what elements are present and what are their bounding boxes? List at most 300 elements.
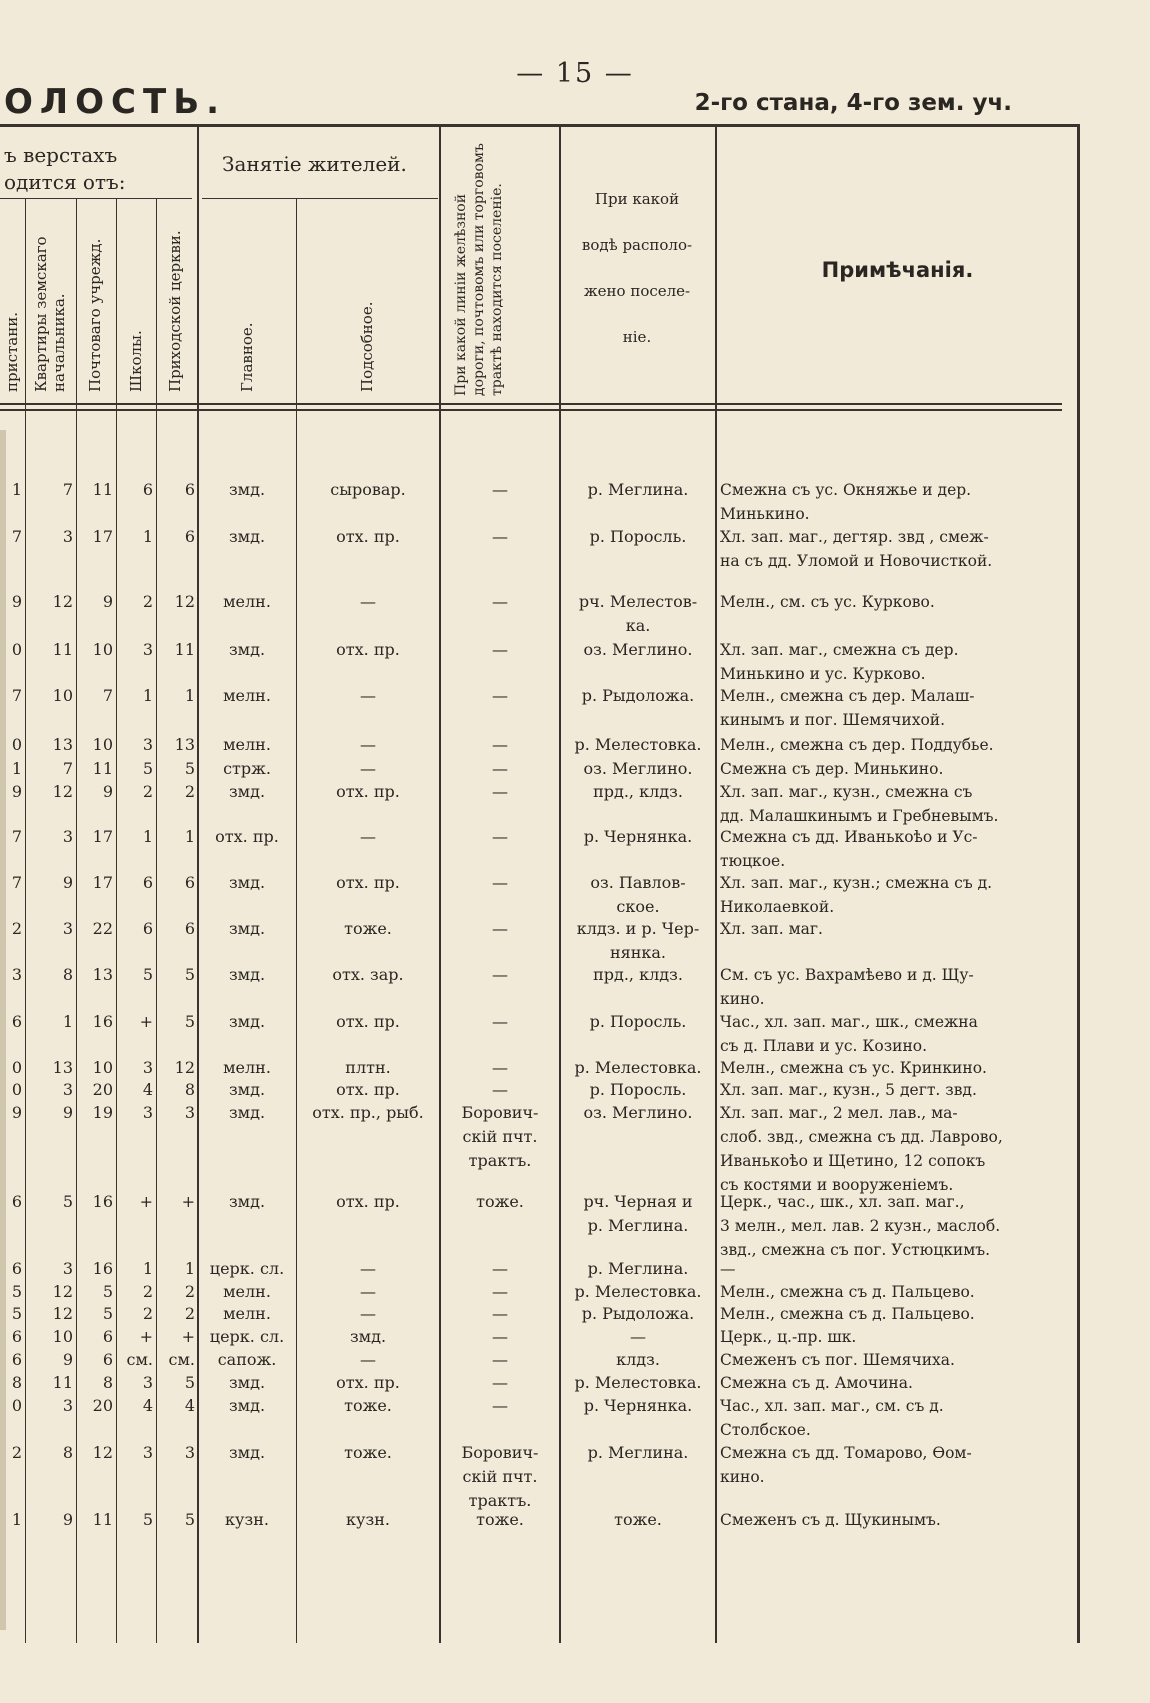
cell-zemsky-distance: 3 — [62, 827, 73, 846]
cell-occupation-main: змд. — [228, 1012, 266, 1031]
cell-notes: Столбское. — [720, 1421, 811, 1439]
cell-occupation-main: мелн. — [223, 1058, 271, 1077]
cell-road: — — [492, 1058, 508, 1077]
cell-post-distance: 10 — [92, 640, 113, 659]
cell-pier-distance: 0 — [11, 640, 22, 659]
cell-notes: Хл. зап. маг., смежна съ дер. — [720, 641, 959, 659]
cell-pier-distance: 1 — [11, 1510, 22, 1529]
col-header-road: При какой линіи желѣзной дороги, почтовомъ или торговомъ трактѣ находится поселеніе. — [453, 143, 505, 396]
cell-water: р. Рыдоложа. — [581, 1304, 695, 1323]
cell-zemsky-distance: 3 — [62, 919, 73, 938]
distance-group-header: ъ верстахъ — [4, 143, 118, 167]
cell-church-distance: 1 — [184, 1259, 195, 1278]
cell-zemsky-distance: 11 — [52, 1373, 73, 1392]
cell-road: — — [492, 686, 508, 705]
cell-notes: Смеженъ съ д. Щукинымъ. — [720, 1511, 941, 1529]
cell-water: р. Чернянка. — [583, 1396, 693, 1415]
cell-pier-distance: 7 — [11, 527, 22, 546]
cell-water: оз. Меглино. — [583, 640, 693, 659]
cell-post-distance: 5 — [102, 1282, 113, 1301]
cell-occupation-main: змд. — [228, 1373, 266, 1392]
cell-school-distance: + — [139, 1012, 153, 1031]
cell-road: — — [492, 1304, 508, 1323]
cell-post-distance: 11 — [92, 1510, 113, 1529]
col-header-water-line-1: При какой — [594, 190, 680, 208]
cell-road: скій пчт. — [462, 1467, 538, 1486]
cell-water: р. Мелестовка. — [574, 1373, 702, 1392]
cell-pier-distance: 7 — [11, 827, 22, 846]
cell-post-distance: 6 — [102, 1327, 113, 1346]
cell-occupation-aux: — — [360, 592, 376, 611]
cell-church-distance: 11 — [174, 640, 195, 659]
cell-church-distance: 12 — [174, 592, 195, 611]
cell-occupation-aux: отх. пр. — [336, 873, 400, 892]
cell-zemsky-distance: 9 — [62, 1510, 73, 1529]
cell-school-distance: 1 — [142, 1259, 153, 1278]
cell-school-distance: 3 — [142, 1443, 153, 1462]
cell-occupation-aux: отх. пр. — [336, 1373, 400, 1392]
cell-occupation-aux: отх. пр. — [336, 1080, 400, 1099]
cell-occupation-main: мелн. — [223, 592, 271, 611]
cell-water: клдз. и р. Чер- — [576, 919, 700, 938]
cell-school-distance: 6 — [142, 480, 153, 499]
cell-pier-distance: 6 — [11, 1192, 22, 1211]
cell-post-distance: 17 — [92, 527, 113, 546]
occupation-group-rule — [202, 198, 438, 199]
cell-notes: кинымъ и пог. Шемячихой. — [720, 711, 946, 729]
cell-notes: Смежна съ д. Амочина. — [720, 1374, 913, 1392]
cell-church-distance: 13 — [174, 735, 195, 754]
cell-occupation-main: змд. — [228, 640, 266, 659]
cell-occupation-main: отх. пр. — [215, 827, 279, 846]
cell-notes: Час., хл. зап. маг., см. съ д. — [720, 1397, 944, 1415]
cell-church-distance: + — [181, 1192, 195, 1211]
cell-occupation-main: змд. — [228, 1396, 266, 1415]
cell-church-distance: 5 — [184, 759, 195, 778]
col-header-post: Почтоваго учрежд. — [86, 238, 104, 392]
cell-water: рч. Черная и — [583, 1192, 693, 1211]
cell-notes: Хл. зап. маг., 2 мел. лав., ма- — [720, 1104, 958, 1122]
cell-occupation-main: змд. — [228, 527, 266, 546]
cell-notes: — — [720, 1260, 736, 1278]
cell-post-distance: 16 — [92, 1192, 113, 1211]
cell-occupation-main: змд. — [228, 1443, 266, 1462]
cell-school-distance: 6 — [142, 873, 153, 892]
cell-water: р. Мелестовка. — [574, 735, 702, 754]
cell-school-distance: 1 — [142, 827, 153, 846]
cell-pier-distance: 2 — [11, 919, 22, 938]
cell-pier-distance: 5 — [11, 1304, 22, 1323]
header-divider-bottom — [0, 409, 1062, 411]
cell-church-distance: 12 — [174, 1058, 195, 1077]
cell-occupation-main: церк. сл. — [209, 1259, 285, 1278]
cell-occupation-aux: змд. — [349, 1327, 387, 1346]
cell-school-distance: 1 — [142, 527, 153, 546]
cell-road: — — [492, 965, 508, 984]
cell-zemsky-distance: 10 — [52, 1327, 73, 1346]
cell-zemsky-distance: 9 — [62, 873, 73, 892]
cell-church-distance: 1 — [184, 827, 195, 846]
cell-road: скій пчт. — [462, 1127, 538, 1146]
cell-pier-distance: 0 — [11, 735, 22, 754]
cell-notes: тюцкое. — [720, 852, 786, 870]
cell-post-distance: 11 — [92, 480, 113, 499]
cell-water: рч. Мелестов- — [578, 592, 698, 611]
cell-occupation-main: змд. — [228, 873, 266, 892]
cell-occupation-aux: кузн. — [346, 1510, 390, 1529]
cell-occupation-main: кузн. — [225, 1510, 269, 1529]
cell-school-distance: + — [139, 1327, 153, 1346]
cell-road: — — [492, 1282, 508, 1301]
cell-occupation-main: церк. сл. — [209, 1327, 285, 1346]
cell-occupation-aux: — — [360, 1350, 376, 1369]
cell-school-distance: 3 — [142, 640, 153, 659]
cell-church-distance: + — [181, 1327, 195, 1346]
cell-occupation-aux: — — [360, 759, 376, 778]
cell-occupation-aux: плтн. — [345, 1058, 391, 1077]
cell-notes: Хл. зап. маг. — [720, 920, 823, 938]
cell-water: оз. Павлов- — [590, 873, 686, 892]
col-header-school: Школы. — [127, 330, 145, 392]
cell-water: ка. — [625, 616, 651, 635]
table-top-rule — [0, 124, 1080, 127]
cell-occupation-aux: отх. пр. — [336, 527, 400, 546]
cell-post-distance: 16 — [92, 1259, 113, 1278]
cell-pier-distance: 5 — [11, 1282, 22, 1301]
col-header-pier: пристани. — [3, 311, 21, 392]
cell-school-distance: 3 — [142, 1058, 153, 1077]
cell-road: — — [492, 592, 508, 611]
cell-zemsky-distance: 9 — [62, 1103, 73, 1122]
cell-water: тоже. — [614, 1510, 662, 1529]
cell-church-distance: 8 — [184, 1080, 195, 1099]
cell-water: р. Меглина. — [587, 480, 689, 499]
cell-occupation-main: змд. — [228, 1192, 266, 1211]
cell-water: р. Поросль. — [589, 1080, 687, 1099]
cell-notes: съ д. Плави и ус. Козино. — [720, 1037, 928, 1055]
cell-post-distance: 17 — [92, 827, 113, 846]
cell-notes: Хл. зап. маг., дегтяр. звд , смеж- — [720, 528, 989, 546]
cell-water: нянка. — [609, 943, 667, 962]
cell-notes: 3 мелн., мел. лав. 2 кузн., маслоб. — [720, 1217, 1001, 1235]
cell-post-distance: 6 — [102, 1350, 113, 1369]
cell-zemsky-distance: 8 — [62, 1443, 73, 1462]
cell-notes: Мелн., смежна съ ус. Кринкино. — [720, 1059, 987, 1077]
cell-post-distance: 12 — [92, 1443, 113, 1462]
cell-school-distance: 6 — [142, 919, 153, 938]
cell-church-distance: 2 — [184, 782, 195, 801]
cell-road: — — [492, 782, 508, 801]
cell-road: — — [492, 919, 508, 938]
cell-pier-distance: 3 — [11, 965, 22, 984]
col-rule-3 — [116, 198, 117, 1643]
cell-occupation-aux: отх. пр. — [336, 1192, 400, 1211]
cell-notes: Хл. зап. маг., кузн.; смежна съ д. — [720, 874, 993, 892]
cell-post-distance: 13 — [92, 965, 113, 984]
cell-occupation-main: сапож. — [217, 1350, 277, 1369]
cell-occupation-aux: отх. пр. — [336, 640, 400, 659]
cell-occupation-main: змд. — [228, 480, 266, 499]
cell-church-distance: 5 — [184, 1510, 195, 1529]
cell-post-distance: 17 — [92, 873, 113, 892]
cell-zemsky-distance: 3 — [62, 1259, 73, 1278]
cell-water: р. Меглина. — [587, 1443, 689, 1462]
cell-notes: Смежна съ дд. Томарово, Ѳом- — [720, 1444, 972, 1462]
cell-church-distance: 6 — [184, 527, 195, 546]
cell-post-distance: 5 — [102, 1304, 113, 1323]
cell-occupation-aux: тоже. — [344, 1396, 392, 1415]
cell-school-distance: 3 — [142, 1103, 153, 1122]
cell-road: трактъ. — [468, 1151, 532, 1170]
cell-notes: Хл. зап. маг., кузн., 5 дегт. звд. — [720, 1081, 977, 1099]
cell-water: р. Чернянка. — [583, 827, 693, 846]
col-header-notes: Примѣчанія. — [821, 258, 974, 282]
cell-road: Борович- — [461, 1103, 539, 1122]
cell-zemsky-distance: 12 — [52, 592, 73, 611]
cell-notes: на съ дд. Уломой и Новочисткой. — [720, 552, 993, 570]
cell-zemsky-distance: 12 — [52, 1282, 73, 1301]
cell-zemsky-distance: 3 — [62, 1396, 73, 1415]
cell-church-distance: см. — [168, 1350, 195, 1369]
cell-occupation-main: змд. — [228, 1080, 266, 1099]
cell-zemsky-distance: 3 — [62, 1080, 73, 1099]
cell-church-distance: 6 — [184, 919, 195, 938]
header-left-title: ОЛОСТЬ. — [4, 82, 227, 122]
cell-post-distance: 20 — [92, 1080, 113, 1099]
distance-group-rule — [0, 198, 192, 199]
cell-occupation-main: мелн. — [223, 686, 271, 705]
cell-zemsky-distance: 12 — [52, 782, 73, 801]
cell-notes: Николаевкой. — [720, 898, 835, 916]
cell-zemsky-distance: 13 — [52, 1058, 73, 1077]
cell-notes: Смежна съ ус. Окняжье и дер. — [720, 481, 972, 499]
cell-road: — — [492, 735, 508, 754]
cell-occupation-aux: — — [360, 1259, 376, 1278]
cell-pier-distance: 6 — [11, 1012, 22, 1031]
cell-notes: Мелн., см. съ ус. Курково. — [720, 593, 935, 611]
cell-occupation-main: змд. — [228, 965, 266, 984]
cell-road: — — [492, 759, 508, 778]
col-rule-8 — [559, 126, 561, 1643]
cell-occupation-aux: — — [360, 827, 376, 846]
cell-pier-distance: 6 — [11, 1259, 22, 1278]
cell-water: — — [630, 1327, 646, 1346]
cell-notes: Час., хл. зап. маг., шк., смежна — [720, 1013, 978, 1031]
cell-church-distance: 6 — [184, 873, 195, 892]
cell-road: — — [492, 1259, 508, 1278]
header-right-title: 2-го стана, 4-го зем. уч. — [694, 90, 1012, 116]
cell-road: — — [492, 640, 508, 659]
cell-post-distance: 19 — [92, 1103, 113, 1122]
cell-notes: Хл. зап. маг., кузн., смежна съ — [720, 783, 973, 801]
cell-occupation-aux: тоже. — [344, 1443, 392, 1462]
cell-church-distance: 5 — [184, 965, 195, 984]
cell-pier-distance: 1 — [11, 759, 22, 778]
cell-road: — — [492, 1373, 508, 1392]
distance-group-subheader: одится отъ: — [4, 170, 126, 194]
cell-notes: дд. Малашкинымъ и Гребневымъ. — [720, 807, 999, 825]
cell-road: — — [492, 1350, 508, 1369]
cell-church-distance: 2 — [184, 1304, 195, 1323]
cell-road: — — [492, 1080, 508, 1099]
cell-zemsky-distance: 10 — [52, 686, 73, 705]
cell-post-distance: 11 — [92, 759, 113, 778]
cell-zemsky-distance: 11 — [52, 640, 73, 659]
cell-water: р. Меглина. — [587, 1259, 689, 1278]
cell-occupation-main: мелн. — [223, 735, 271, 754]
cell-church-distance: 3 — [184, 1443, 195, 1462]
page-number: — 15 — — [516, 58, 634, 89]
cell-notes: кино. — [720, 990, 765, 1008]
cell-occupation-aux: отх. зар. — [332, 965, 404, 984]
cell-school-distance: + — [139, 1192, 153, 1211]
cell-zemsky-distance: 1 — [62, 1012, 73, 1031]
cell-school-distance: 2 — [142, 782, 153, 801]
cell-school-distance: 5 — [142, 759, 153, 778]
cell-zemsky-distance: 9 — [62, 1350, 73, 1369]
cell-notes: Церк., ц.-пр. шк. — [720, 1328, 857, 1346]
cell-road: Борович- — [461, 1443, 539, 1462]
cell-pier-distance: 9 — [11, 782, 22, 801]
cell-pier-distance: 2 — [11, 1443, 22, 1462]
cell-water: оз. Меглино. — [583, 759, 693, 778]
cell-pier-distance: 1 — [11, 480, 22, 499]
cell-water: р. Поросль. — [589, 1012, 687, 1031]
col-rule-1 — [25, 198, 26, 1643]
col-header-zemsky-office: Квартиры земскаго начальника. — [32, 236, 68, 392]
cell-water: клдз. — [616, 1350, 660, 1369]
cell-school-distance: 4 — [142, 1396, 153, 1415]
cell-water: р. Меглина. — [587, 1216, 689, 1235]
cell-occupation-aux: сыровар. — [330, 480, 406, 499]
cell-pier-distance: 9 — [11, 1103, 22, 1122]
cell-road: — — [492, 480, 508, 499]
cell-occupation-aux: — — [360, 735, 376, 754]
cell-notes: Иванькоѣо и Щетино, 12 сопокъ — [720, 1152, 986, 1170]
cell-zemsky-distance: 3 — [62, 527, 73, 546]
cell-school-distance: 3 — [142, 1373, 153, 1392]
cell-occupation-main: змд. — [228, 919, 266, 938]
cell-occupation-aux: отх. пр. — [336, 1012, 400, 1031]
cell-school-distance: 2 — [142, 1304, 153, 1323]
cell-church-distance: 6 — [184, 480, 195, 499]
cell-road: — — [492, 873, 508, 892]
cell-road: тоже. — [476, 1510, 524, 1529]
cell-post-distance: 9 — [102, 592, 113, 611]
cell-notes: кино. — [720, 1468, 765, 1486]
cell-notes: Мелн., смежна съ д. Пальцево. — [720, 1305, 975, 1323]
cell-occupation-main: змд. — [228, 1103, 266, 1122]
col-header-occupation-main: Главное. — [238, 322, 256, 392]
cell-post-distance: 10 — [92, 1058, 113, 1077]
cell-school-distance: 3 — [142, 735, 153, 754]
cell-road: — — [492, 1396, 508, 1415]
cell-notes: Мелн., смежна съ дер. Поддубье. — [720, 736, 994, 754]
cell-notes: Смежна съ дд. Иванькоѣо и Ус- — [720, 828, 978, 846]
cell-post-distance: 7 — [102, 686, 113, 705]
col-rule-2 — [76, 198, 77, 1643]
cell-zemsky-distance: 13 — [52, 735, 73, 754]
cell-post-distance: 16 — [92, 1012, 113, 1031]
cell-pier-distance: 7 — [11, 686, 22, 705]
cell-occupation-aux: — — [360, 1304, 376, 1323]
col-header-water-line-4: ніе. — [622, 328, 652, 346]
cell-occupation-main: мелн. — [223, 1304, 271, 1323]
cell-water: р. Поросль. — [589, 527, 687, 546]
cell-road: — — [492, 1327, 508, 1346]
cell-school-distance: 5 — [142, 1510, 153, 1529]
cell-pier-distance: 7 — [11, 873, 22, 892]
cell-occupation-aux: тоже. — [344, 919, 392, 938]
cell-pier-distance: 0 — [11, 1058, 22, 1077]
cell-road: — — [492, 1012, 508, 1031]
cell-church-distance: 1 — [184, 686, 195, 705]
cell-church-distance: 5 — [184, 1012, 195, 1031]
col-rule-9 — [715, 126, 717, 1643]
col-header-water-line-2: водѣ располо- — [581, 236, 693, 254]
cell-school-distance: 1 — [142, 686, 153, 705]
cell-pier-distance: 6 — [11, 1327, 22, 1346]
cell-church-distance: 3 — [184, 1103, 195, 1122]
cell-occupation-main: мелн. — [223, 1282, 271, 1301]
cell-pier-distance: 9 — [11, 592, 22, 611]
cell-road: — — [492, 827, 508, 846]
cell-post-distance: 22 — [92, 919, 113, 938]
col-rule-7 — [439, 126, 441, 1643]
col-rule-5 — [197, 126, 199, 1643]
cell-church-distance: 4 — [184, 1396, 195, 1415]
cell-water: р. Рыдоложа. — [581, 686, 695, 705]
cell-zemsky-distance: 7 — [62, 759, 73, 778]
cell-occupation-aux: — — [360, 686, 376, 705]
cell-notes: Смеженъ съ пог. Шемячиха. — [720, 1351, 955, 1369]
cell-occupation-main: змд. — [228, 782, 266, 801]
cell-water: прд., клдз. — [593, 965, 683, 984]
cell-occupation-aux: отх. пр. — [336, 782, 400, 801]
cell-road: трактъ. — [468, 1491, 532, 1510]
cell-notes: звд., смежна съ пог. Устюцкимъ. — [720, 1241, 991, 1259]
cell-road: — — [492, 527, 508, 546]
cell-notes: слоб. звд., смежна съ дд. Лаврово, — [720, 1128, 1003, 1146]
cell-post-distance: 10 — [92, 735, 113, 754]
cell-water: прд., клдз. — [593, 782, 683, 801]
occupation-group-header: Занятіе жителей. — [222, 152, 407, 176]
cell-water: р. Мелестовка. — [574, 1282, 702, 1301]
cell-school-distance: 2 — [142, 592, 153, 611]
cell-school-distance: 2 — [142, 1282, 153, 1301]
cell-zemsky-distance: 5 — [62, 1192, 73, 1211]
cell-occupation-main: стрж. — [223, 759, 271, 778]
cell-water: ское. — [616, 897, 660, 916]
cell-notes: Церк., час., шк., хл. зап. маг., — [720, 1193, 965, 1211]
cell-notes: Смежна съ дер. Минькино. — [720, 760, 944, 778]
cell-school-distance: см. — [126, 1350, 153, 1369]
cell-pier-distance: 0 — [11, 1080, 22, 1099]
cell-notes: Мелн., смежна съ дер. Малаш- — [720, 687, 975, 705]
col-rule-4 — [156, 198, 157, 1643]
cell-notes: Минькино и ус. Курково. — [720, 665, 926, 683]
cell-post-distance: 9 — [102, 782, 113, 801]
cell-notes: Мелн., смежна съ д. Пальцево. — [720, 1283, 975, 1301]
cell-post-distance: 20 — [92, 1396, 113, 1415]
cell-notes: См. съ ус. Вахрамѣево и д. Щу- — [720, 966, 974, 984]
cell-zemsky-distance: 8 — [62, 965, 73, 984]
col-header-water-line-3: жено поселе- — [583, 282, 691, 300]
cell-water: оз. Меглино. — [583, 1103, 693, 1122]
cell-occupation-aux: отх. пр., рыб. — [312, 1103, 424, 1122]
cell-church-distance: 2 — [184, 1282, 195, 1301]
cell-notes: съ костями и вооруженіемъ. — [720, 1176, 954, 1194]
